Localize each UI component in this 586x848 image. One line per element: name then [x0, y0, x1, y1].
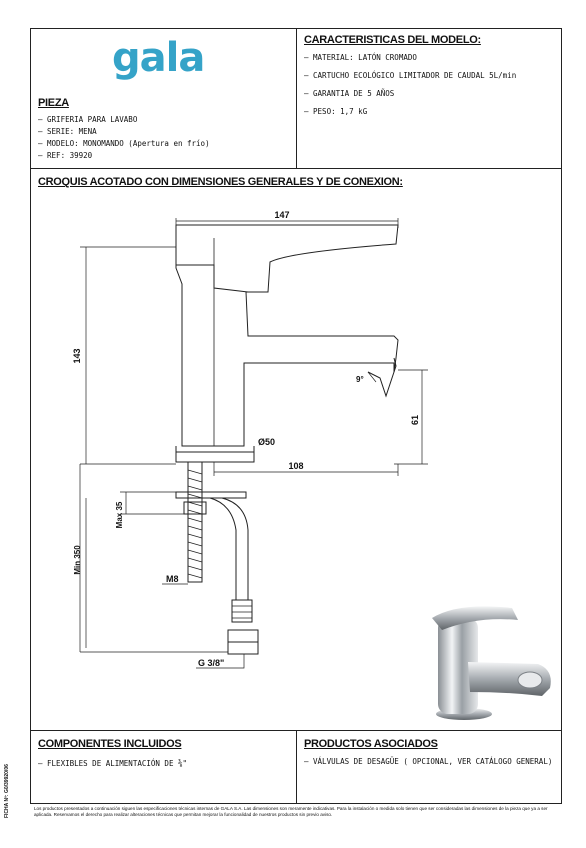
pieza-item: – SERIE: MENA — [38, 126, 210, 138]
thread-marks — [188, 470, 202, 578]
faucet-body — [176, 225, 398, 446]
faucet-base — [176, 446, 254, 462]
pieza-item: – GRIFERIA PARA LAVABO — [38, 114, 210, 126]
caracteristicas-title: CARACTERISTICAS DEL MODELO: — [304, 34, 481, 46]
productos-title: PRODUCTOS ASOCIADOS — [304, 738, 438, 750]
dim-angle: 9° — [356, 375, 364, 384]
componente-item: – FLEXIBLES DE ALIMENTACIÓN DE ⅜" — [38, 758, 187, 770]
product-photo — [418, 596, 558, 726]
pieza-item: – MODELO: MONOMANDO (Apertura en frío) — [38, 138, 210, 150]
dim-143-line — [80, 247, 176, 464]
hose-crimp — [232, 600, 252, 622]
dim-min350: Min 350 — [73, 545, 82, 575]
caracteristica-item: – PESO: 1,7 kG — [304, 106, 516, 118]
productos-list — [304, 756, 554, 768]
croquis-title: CROQUIS ACOTADO CON DIMENSIONES GENERALES Y DE CONEXION: — [38, 176, 403, 188]
dim-max35: Max 35 — [115, 501, 124, 529]
side-label: FICHA Nº: G0/39920/06 — [4, 764, 10, 818]
caracteristica-item: – CARTUCHO ECOLÓGICO LIMITADOR DE CAUDAL 5L/min — [304, 70, 516, 82]
dim-61: 61 — [410, 414, 420, 426]
pieza-item: – REF: 39920 — [38, 150, 210, 162]
caracteristica-item: – MATERIAL: LATÓN CROMADO — [304, 52, 516, 64]
gala-logo: gala — [112, 35, 205, 81]
faucet-lever — [176, 265, 248, 292]
componentes-list — [38, 758, 187, 770]
dim-max35-line — [120, 492, 184, 514]
dim-143: 143 — [72, 348, 82, 364]
dim-diam50: Ø50 — [258, 437, 276, 447]
footer-disclaimer: Los productos presentados a continuación siguen las especificaciones técnicas internas de GALA S.A. Las dimensiones son meramente indicativas. Para la instalación o medida solo tienen que ser consideradas las dimensiones de la pieza que ya a ser aplicada. Reservamos el derecho para realizar alteraciones técnicas que permitan mejorar la funcionalidad de nuestros productos sin previo aviso. — [34, 806, 548, 817]
dim-m8: M8 — [166, 574, 179, 584]
mounting-washer — [176, 492, 246, 498]
componentes-title: COMPONENTES INCLUIDOS — [38, 738, 182, 750]
dim-108: 108 — [288, 461, 304, 471]
dim-g38: G 3/8" — [198, 658, 225, 668]
producto-item: – VÁLVULAS DE DESAGÜE ( OPCIONAL, VER CATÁLOGO GENERAL) — [304, 756, 554, 768]
flexible-hose — [210, 498, 248, 600]
hose-crimp-lines — [232, 606, 252, 618]
dim-147: 147 — [274, 210, 290, 220]
pieza-title: PIEZA — [38, 97, 69, 109]
dim-108-line — [214, 462, 398, 476]
caracteristica-item: – GARANTIA DE 5 AÑOS — [304, 88, 516, 100]
